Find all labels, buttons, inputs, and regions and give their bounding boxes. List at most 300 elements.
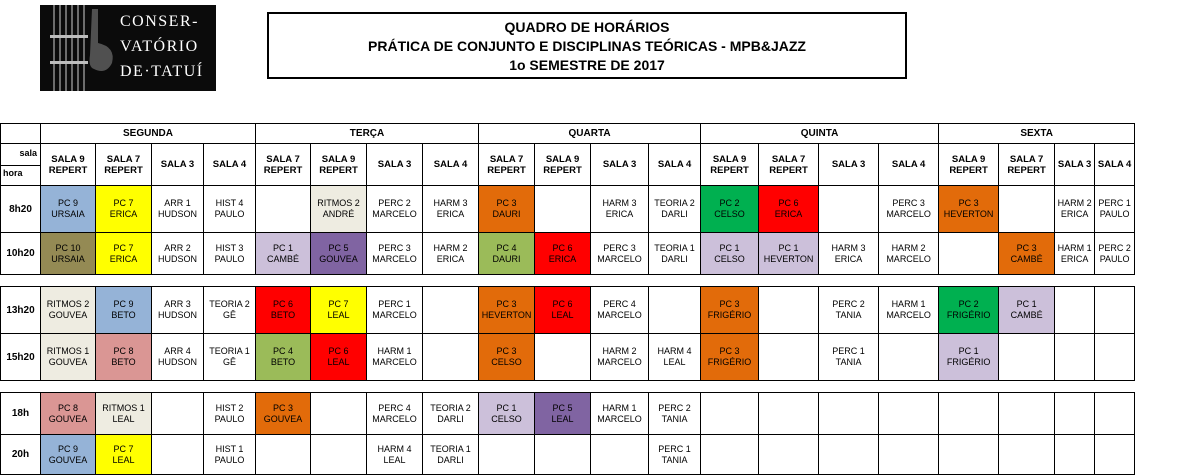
empty-cell bbox=[759, 393, 819, 435]
gap-spacer bbox=[1, 381, 1135, 393]
cell-line-2: REPERT bbox=[487, 164, 526, 176]
cell-line-2: MARCELO bbox=[597, 253, 642, 264]
cell-line-2: MARCELO bbox=[597, 413, 642, 424]
cell-line-2: MARCELO bbox=[597, 310, 642, 320]
class-cell bbox=[879, 287, 939, 334]
class-cell bbox=[591, 334, 649, 381]
cell-line-2: CELSO bbox=[491, 413, 522, 424]
day-header-3: QUARTA bbox=[479, 124, 701, 144]
cell-line-1: SALA 3 bbox=[831, 159, 866, 170]
slot-row bbox=[1, 287, 1135, 334]
cell-line-2: BETO bbox=[270, 357, 296, 367]
empty-cell bbox=[152, 435, 204, 475]
cell-line-2: LEAL bbox=[112, 413, 135, 424]
cell-line-2: REPERT bbox=[104, 164, 143, 176]
cell-line-1: RITMOS 2 bbox=[46, 299, 90, 309]
cell-line-1: PC 4 bbox=[273, 346, 294, 356]
slot-row bbox=[1, 186, 1135, 233]
corner-divider bbox=[1, 165, 40, 166]
cell-line-2: CAMBÉ bbox=[1010, 253, 1043, 264]
room-header-11 bbox=[591, 144, 649, 186]
cell-line-1: PC 2 bbox=[719, 198, 740, 208]
cell-line-2: REPERT bbox=[543, 164, 582, 176]
class-cell bbox=[701, 334, 759, 381]
cell-line-1: HARM 1 bbox=[602, 402, 637, 413]
cell-line-2: LEAL bbox=[327, 357, 350, 367]
class-cell bbox=[423, 186, 479, 233]
room-header-8 bbox=[423, 144, 479, 186]
class-cell bbox=[256, 233, 311, 275]
corner-sala-label: sala bbox=[19, 148, 37, 158]
cell-line-2: ERICA bbox=[109, 253, 138, 264]
cell-line-1: PERC 1 bbox=[832, 346, 865, 356]
cell-line-1: PC 1 bbox=[273, 242, 294, 253]
room-header-19 bbox=[1055, 144, 1095, 186]
cell-line-1: PERC 1 bbox=[378, 299, 411, 309]
slot-row bbox=[1, 393, 1135, 435]
cell-line-1: HIST 2 bbox=[215, 402, 244, 413]
class-cell bbox=[479, 287, 535, 334]
class-cell bbox=[367, 435, 423, 475]
class-cell bbox=[701, 186, 759, 233]
cell-line-2: PAULO bbox=[1099, 209, 1130, 219]
cell-line-2: DARLI bbox=[437, 454, 464, 465]
cell-line-1: HARM 1 bbox=[1057, 242, 1092, 253]
cell-line-2: DARLI bbox=[661, 253, 688, 264]
cell-line-2: MARCELO bbox=[597, 357, 642, 367]
cell-line-2: MARCELO bbox=[372, 413, 417, 424]
cell-line-1: PERC 2 bbox=[378, 198, 411, 208]
class-cell bbox=[367, 186, 423, 233]
guitar-icon bbox=[40, 5, 120, 91]
cell-line-1: SALA 3 bbox=[602, 159, 637, 170]
room-header-7 bbox=[367, 144, 423, 186]
room-header-10 bbox=[535, 144, 591, 186]
class-cell bbox=[591, 233, 649, 275]
cell-line-1: SALA 9 bbox=[712, 153, 747, 165]
cell-line-2: PAULO bbox=[214, 209, 245, 219]
cell-line-1: TEORIA 1 bbox=[209, 346, 250, 356]
cell-line-2: REPERT bbox=[1007, 164, 1046, 176]
class-cell bbox=[204, 334, 256, 381]
class-cell bbox=[479, 334, 535, 381]
cell-line-1: PC 3 bbox=[496, 198, 517, 208]
cell-line-2: HUDSON bbox=[157, 209, 197, 219]
cell-line-2: PAULO bbox=[214, 454, 245, 465]
cell-line-2: MARCELO bbox=[372, 253, 417, 264]
cell-line-1: HARM 4 bbox=[377, 443, 412, 454]
gap-spacer bbox=[1, 275, 1135, 287]
cell-line-2: ERICA bbox=[1060, 209, 1089, 219]
class-cell bbox=[96, 334, 152, 381]
cell-line-1: HARM 2 bbox=[1057, 198, 1092, 208]
cell-line-2: REPERT bbox=[263, 164, 303, 176]
cell-line-1: PC 7 bbox=[113, 198, 134, 208]
class-cell bbox=[649, 334, 701, 381]
cell-line-1: PC 1 bbox=[496, 402, 517, 413]
room-header-12 bbox=[649, 144, 701, 186]
cell-line-2: PAULO bbox=[214, 413, 245, 424]
cell-line-1: ARR 4 bbox=[164, 346, 191, 356]
hour-label: 10h20 bbox=[1, 233, 41, 275]
cell-line-2: REPERT bbox=[769, 164, 808, 176]
class-cell bbox=[204, 186, 256, 233]
empty-cell bbox=[759, 287, 819, 334]
cell-line-1: SALA 4 bbox=[433, 159, 468, 170]
class-cell bbox=[152, 334, 204, 381]
page-title: QUADRO DE HORÁRIOS bbox=[504, 19, 670, 35]
room-header-5 bbox=[256, 144, 311, 186]
cell-line-1: TEORIA 2 bbox=[209, 299, 250, 309]
class-cell bbox=[819, 334, 879, 381]
cell-line-2: LEAL bbox=[383, 454, 406, 465]
cell-line-2: BETO bbox=[111, 310, 136, 320]
cell-line-1: PC 7 bbox=[113, 242, 134, 253]
slot-row bbox=[1, 334, 1135, 381]
cell-line-2: GÊ bbox=[223, 357, 237, 367]
hour-label: 15h20 bbox=[1, 334, 41, 381]
class-cell bbox=[819, 287, 879, 334]
cell-line-2: BETO bbox=[270, 310, 296, 320]
cell-line-1: RITMOS 1 bbox=[102, 402, 145, 413]
empty-cell bbox=[999, 435, 1055, 475]
cell-line-2: LEAL bbox=[551, 413, 574, 424]
logo-line-3: DE·TATUÍ bbox=[120, 63, 204, 80]
room-header-3 bbox=[152, 144, 204, 186]
cell-line-1: HARM 2 bbox=[433, 242, 468, 253]
class-cell bbox=[1055, 186, 1095, 233]
sala-hora-corner bbox=[1, 144, 41, 186]
hour-label: 18h bbox=[1, 393, 41, 435]
class-cell bbox=[1095, 186, 1135, 233]
page-subtitle: PRÁTICA DE CONJUNTO E DISCIPLINAS TEÓRICAS - MPB&JAZZ bbox=[368, 38, 806, 54]
empty-cell bbox=[819, 393, 879, 435]
cell-line-1: PC 1 bbox=[778, 242, 799, 253]
cell-line-1: RITMOS 1 bbox=[46, 346, 90, 356]
empty-cell bbox=[1055, 393, 1095, 435]
cell-line-1: HARM 2 bbox=[602, 346, 637, 356]
class-cell bbox=[41, 393, 96, 435]
cell-line-2: FRIGÉRIO bbox=[707, 357, 752, 367]
cell-line-2: BETO bbox=[111, 357, 136, 367]
cell-line-1: HIST 1 bbox=[215, 443, 244, 454]
empty-cell bbox=[1055, 435, 1095, 475]
cell-line-1: PC 3 bbox=[719, 299, 740, 309]
empty-cell bbox=[423, 334, 479, 381]
empty-cell bbox=[701, 393, 759, 435]
cell-line-1: PERC 2 bbox=[832, 299, 865, 309]
cell-line-1: PC 1 bbox=[1016, 299, 1037, 309]
cell-line-1: PC 3 bbox=[719, 346, 740, 356]
class-cell bbox=[204, 393, 256, 435]
class-cell bbox=[649, 186, 701, 233]
cell-line-2: GÊ bbox=[223, 310, 237, 320]
cell-line-1: SALA 4 bbox=[212, 159, 247, 170]
class-cell bbox=[879, 186, 939, 233]
cell-line-2: CAMBÉ bbox=[1010, 310, 1043, 320]
cell-line-1: PC 6 bbox=[778, 198, 799, 208]
class-cell bbox=[939, 287, 999, 334]
class-cell bbox=[41, 233, 96, 275]
cell-line-1: PC 1 bbox=[958, 346, 979, 356]
cell-line-2: TANIA bbox=[661, 413, 688, 424]
day-header-4: QUINTA bbox=[701, 124, 939, 144]
cell-line-1: PERC 2 bbox=[1098, 242, 1131, 253]
cell-line-1: PERC 4 bbox=[603, 299, 636, 309]
cell-line-1: SALA 3 bbox=[377, 159, 412, 170]
room-header-row bbox=[1, 144, 1135, 186]
empty-cell bbox=[879, 393, 939, 435]
cell-line-1: PERC 3 bbox=[378, 242, 411, 253]
class-cell bbox=[759, 186, 819, 233]
cell-line-1: PC 8 bbox=[57, 402, 78, 413]
empty-cell bbox=[701, 435, 759, 475]
room-header-15 bbox=[819, 144, 879, 186]
class-cell bbox=[256, 287, 311, 334]
empty-cell bbox=[999, 186, 1055, 233]
day-header-2: TERÇA bbox=[256, 124, 479, 144]
empty-cell bbox=[759, 334, 819, 381]
class-cell bbox=[701, 233, 759, 275]
cell-line-1: PERC 1 bbox=[658, 443, 691, 454]
cell-line-1: ARR 3 bbox=[164, 299, 191, 309]
cell-line-2: CELSO bbox=[714, 209, 745, 219]
hour-label: 20h bbox=[1, 435, 41, 475]
cell-line-2: FRIGÉRIO bbox=[946, 357, 991, 367]
cell-line-2: CAMBÉ bbox=[267, 253, 300, 264]
cell-line-1: SALA 3 bbox=[160, 159, 195, 170]
room-header-1 bbox=[41, 144, 96, 186]
room-header-18 bbox=[999, 144, 1055, 186]
class-cell bbox=[423, 435, 479, 475]
cell-line-2: MARCELO bbox=[372, 357, 417, 367]
empty-cell bbox=[423, 287, 479, 334]
cell-line-1: SALA 4 bbox=[657, 159, 692, 170]
cell-line-2: URSAIA bbox=[51, 209, 85, 219]
cell-line-2: HEVERTON bbox=[943, 209, 994, 219]
cell-line-1: PC 1 bbox=[719, 242, 740, 253]
room-header-6 bbox=[311, 144, 367, 186]
class-cell bbox=[96, 186, 152, 233]
slot-row bbox=[1, 233, 1135, 275]
cell-line-1: PC 3 bbox=[273, 402, 294, 413]
cell-line-2: ERICA bbox=[1060, 253, 1089, 264]
cell-line-1: SALA 4 bbox=[891, 159, 926, 170]
cell-line-1: PC 7 bbox=[113, 443, 134, 454]
cell-line-2: TANIA bbox=[835, 357, 862, 367]
cell-line-1: PERC 3 bbox=[603, 242, 636, 253]
cell-line-1: HIST 3 bbox=[215, 242, 244, 253]
cell-line-1: PC 6 bbox=[552, 242, 573, 253]
gap-row bbox=[1, 381, 1135, 393]
class-cell bbox=[535, 233, 591, 275]
cell-line-2: HEVERTON bbox=[481, 310, 532, 320]
cell-line-1: SALA 9 bbox=[545, 153, 580, 165]
class-cell bbox=[479, 233, 535, 275]
room-header-13 bbox=[701, 144, 759, 186]
slot-row bbox=[1, 435, 1135, 475]
class-cell bbox=[311, 334, 367, 381]
cell-line-2: GOUVEA bbox=[48, 413, 88, 424]
blank-corner bbox=[1, 124, 41, 144]
cell-line-2: REPERT bbox=[710, 164, 749, 176]
class-cell bbox=[367, 233, 423, 275]
cell-line-1: HARM 2 bbox=[891, 242, 926, 253]
class-cell bbox=[96, 435, 152, 475]
empty-cell bbox=[879, 435, 939, 475]
cell-line-1: SALA 7 bbox=[266, 153, 300, 165]
cell-line-1: PC 3 bbox=[1016, 242, 1037, 253]
empty-cell bbox=[1095, 393, 1135, 435]
cell-line-1: TEORIA 2 bbox=[654, 198, 695, 208]
cell-line-2: MARCELO bbox=[886, 209, 931, 219]
class-cell bbox=[759, 233, 819, 275]
empty-cell bbox=[311, 393, 367, 435]
cell-line-2: TANIA bbox=[661, 454, 688, 465]
class-cell bbox=[939, 186, 999, 233]
logo-line-2: VATÓRIO bbox=[120, 38, 199, 55]
cell-line-2: CELSO bbox=[491, 357, 522, 367]
cell-line-2: ERICA bbox=[548, 253, 577, 264]
empty-cell bbox=[479, 435, 535, 475]
hour-label: 8h20 bbox=[1, 186, 41, 233]
cell-line-2: MARCELO bbox=[886, 253, 931, 264]
class-cell bbox=[311, 186, 367, 233]
cell-line-1: ARR 2 bbox=[164, 242, 191, 253]
empty-cell bbox=[879, 334, 939, 381]
cell-line-1: PERC 1 bbox=[1098, 198, 1131, 208]
cell-line-2: ERICA bbox=[436, 209, 465, 219]
class-cell bbox=[204, 233, 256, 275]
class-cell bbox=[999, 287, 1055, 334]
empty-cell bbox=[256, 435, 311, 475]
empty-cell bbox=[1095, 334, 1135, 381]
cell-line-1: HARM 4 bbox=[657, 346, 692, 356]
empty-cell bbox=[819, 435, 879, 475]
empty-cell bbox=[535, 334, 591, 381]
cell-line-1: HARM 3 bbox=[433, 198, 468, 208]
empty-cell bbox=[939, 435, 999, 475]
cell-line-1: PC 6 bbox=[552, 299, 573, 309]
cell-line-1: SALA 7 bbox=[1009, 153, 1044, 165]
cell-line-2: DARLI bbox=[437, 413, 464, 424]
cell-line-1: PC 3 bbox=[496, 299, 517, 309]
empty-cell bbox=[535, 435, 591, 475]
room-header-16 bbox=[879, 144, 939, 186]
cell-line-2: URSAIA bbox=[51, 253, 85, 264]
cell-line-2: REPERT bbox=[48, 164, 88, 176]
cell-line-2: ERICA bbox=[605, 209, 634, 219]
cell-line-2: HUDSON bbox=[157, 253, 197, 264]
class-cell bbox=[41, 334, 96, 381]
gap-row bbox=[1, 275, 1135, 287]
cell-line-2: GOUVEA bbox=[263, 413, 303, 424]
room-header-9 bbox=[479, 144, 535, 186]
class-cell bbox=[96, 287, 152, 334]
empty-cell bbox=[311, 435, 367, 475]
cell-line-1: SALA 9 bbox=[321, 153, 356, 165]
class-cell bbox=[701, 287, 759, 334]
hour-label: 13h20 bbox=[1, 287, 41, 334]
cell-line-1: TEORIA 2 bbox=[430, 402, 471, 413]
cell-line-1: SALA 9 bbox=[951, 153, 986, 165]
class-cell bbox=[367, 287, 423, 334]
class-cell bbox=[152, 186, 204, 233]
room-header-20 bbox=[1095, 144, 1135, 186]
class-cell bbox=[256, 393, 311, 435]
class-cell bbox=[367, 334, 423, 381]
class-cell bbox=[311, 287, 367, 334]
cell-line-1: PERC 4 bbox=[378, 402, 411, 413]
empty-cell bbox=[999, 334, 1055, 381]
empty-cell bbox=[1095, 287, 1135, 334]
cell-line-2: LEAL bbox=[327, 310, 350, 320]
cell-line-2: LEAL bbox=[112, 454, 135, 465]
cell-line-2: ANDRÉ bbox=[322, 209, 355, 219]
class-cell bbox=[479, 393, 535, 435]
cell-line-2: ERICA bbox=[436, 253, 465, 264]
semester-label: 1o SEMESTRE DE 2017 bbox=[509, 57, 665, 73]
class-cell bbox=[649, 435, 701, 475]
title-box bbox=[267, 12, 907, 79]
cell-line-2: FRIGÉRIO bbox=[946, 310, 991, 320]
class-cell bbox=[204, 435, 256, 475]
cell-line-1: PC 9 bbox=[57, 443, 78, 454]
empty-cell bbox=[1055, 287, 1095, 334]
cell-line-1: SALA 3 bbox=[1057, 159, 1092, 170]
day-header-row bbox=[1, 124, 1135, 144]
cell-line-2: MARCELO bbox=[372, 310, 417, 320]
class-cell bbox=[423, 233, 479, 275]
cell-line-1: SALA 9 bbox=[51, 153, 85, 165]
cell-line-2: HUDSON bbox=[157, 357, 197, 367]
class-cell bbox=[41, 287, 96, 334]
class-cell bbox=[152, 233, 204, 275]
empty-cell bbox=[535, 186, 591, 233]
cell-line-1: RITMOS 2 bbox=[317, 198, 360, 208]
cell-line-2: GOUVEA bbox=[48, 454, 88, 465]
cell-line-2: DAURI bbox=[492, 253, 521, 264]
class-cell bbox=[879, 233, 939, 275]
class-cell bbox=[535, 287, 591, 334]
cell-line-2: ERICA bbox=[774, 209, 803, 219]
cell-line-2: MARCELO bbox=[886, 310, 931, 320]
class-cell bbox=[591, 393, 649, 435]
cell-line-2: MARCELO bbox=[372, 209, 417, 219]
cell-line-1: TEORIA 1 bbox=[654, 242, 695, 253]
cell-line-1: HARM 1 bbox=[377, 346, 412, 356]
class-cell bbox=[535, 393, 591, 435]
empty-cell bbox=[939, 393, 999, 435]
cell-line-2: HEVERTON bbox=[763, 253, 814, 264]
cell-line-2: LEAL bbox=[551, 310, 574, 320]
class-cell bbox=[591, 186, 649, 233]
cell-line-2: LEAL bbox=[663, 357, 686, 367]
cell-line-1: SALA 7 bbox=[771, 153, 806, 165]
cell-line-1: PC 6 bbox=[273, 299, 294, 309]
cell-line-1: PC 8 bbox=[113, 346, 134, 356]
cell-line-2: ERICA bbox=[109, 209, 138, 219]
empty-cell bbox=[152, 393, 204, 435]
cell-line-1: PC 5 bbox=[328, 242, 349, 253]
cell-line-1: PC 5 bbox=[552, 402, 573, 413]
room-header-4 bbox=[204, 144, 256, 186]
cell-line-1: TEORIA 1 bbox=[430, 443, 471, 454]
empty-cell bbox=[759, 435, 819, 475]
cell-line-2: GOUVEA bbox=[48, 310, 88, 320]
room-header-14 bbox=[759, 144, 819, 186]
day-header-1: SEGUNDA bbox=[41, 124, 256, 144]
